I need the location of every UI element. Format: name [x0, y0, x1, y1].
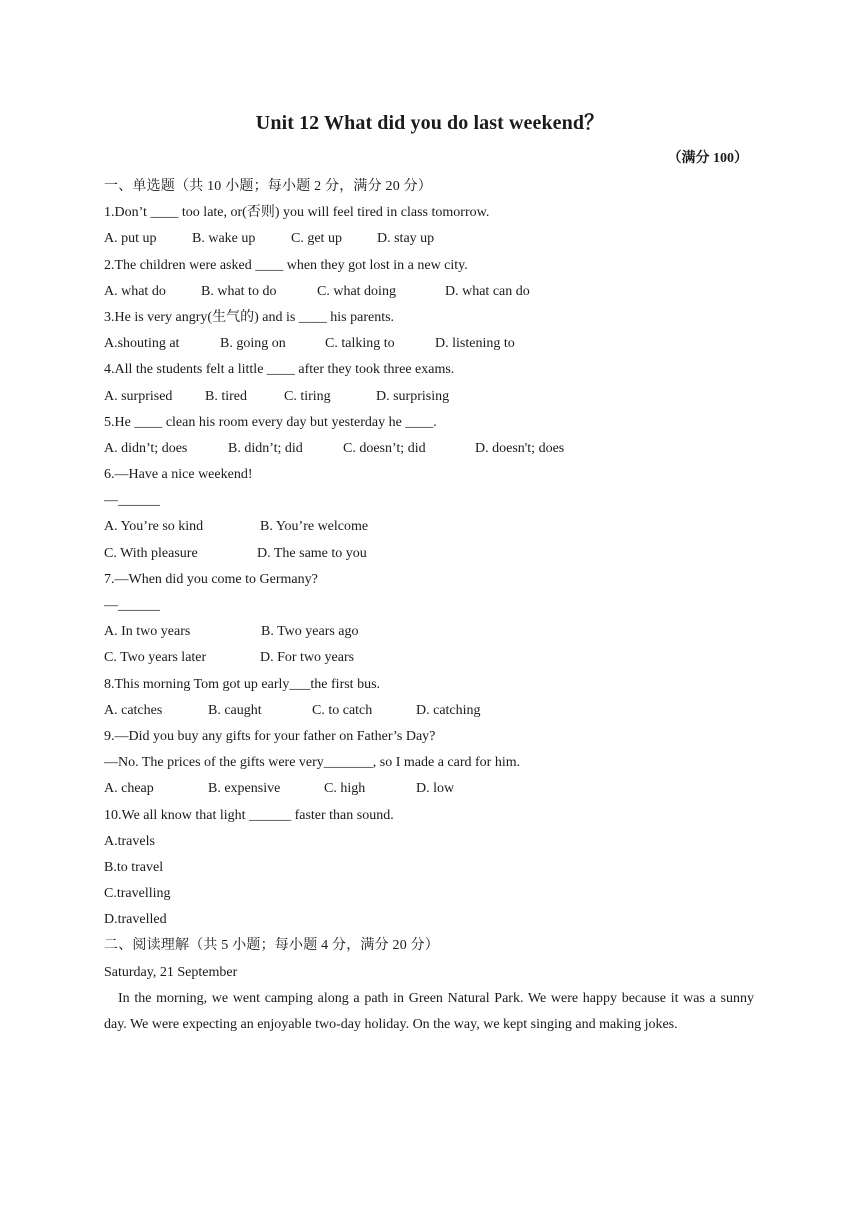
option-a: A. what do — [104, 283, 166, 299]
question-stem: 6.—Have a nice weekend! — [104, 467, 253, 483]
options-row — [104, 331, 754, 357]
option-d: D. stay up — [377, 231, 435, 247]
option-a: A. You’re so kind — [104, 519, 204, 535]
option-d: D. For two years — [260, 650, 355, 666]
option-d: D. what can do — [445, 283, 530, 299]
option-d: D. low — [416, 781, 455, 797]
option-a: A. surprised — [104, 388, 173, 404]
option-b: B. didn’t; did — [228, 440, 303, 456]
option-b: B. what to do — [201, 283, 277, 299]
section-heading-single-choice: 一、单选题（共 10 小题；每小题 2 分，满分 20 分） — [104, 179, 432, 194]
option-d: D. surprising — [376, 388, 450, 404]
option-d: D. catching — [416, 702, 481, 718]
option-a: A. put up — [104, 231, 157, 247]
option-c: C. doesn’t; did — [343, 440, 426, 456]
option-b: B.to travel — [104, 859, 164, 875]
option-b: B. going on — [220, 336, 286, 352]
question-stem: 4.All the students felt a little ____ after they took three exams. — [104, 362, 455, 378]
option-c: C. get up — [291, 231, 342, 247]
option-d: D. The same to you — [257, 545, 367, 561]
option-c: C. what doing — [317, 283, 396, 299]
option-a: A. didn’t; does — [104, 440, 188, 456]
option-c: C. With pleasure — [104, 545, 198, 561]
option-c: C.travelling — [104, 886, 171, 902]
question-stem: 1.Don’t ____ too late, or(否则) you will feel tired in class tomorrow. — [104, 205, 490, 221]
option-a: A.shouting at — [104, 336, 180, 352]
question-stem: 7.—When did you come to Germany? — [104, 571, 318, 587]
question-stem: 3.He is very angry(生气的) and is ____ his parents. — [104, 309, 395, 325]
options-row — [104, 541, 754, 567]
question-stem: 10.We all know that light ______ faster than sound. — [104, 807, 394, 823]
option-c: C. talking to — [325, 336, 395, 352]
full-score-label: （满分 100） — [667, 151, 748, 166]
options-row — [104, 619, 754, 645]
options-row — [104, 514, 754, 540]
options-row — [104, 645, 754, 671]
option-b: B. expensive — [208, 781, 281, 797]
options-row — [104, 384, 754, 410]
options-row — [104, 698, 754, 724]
option-a: A. cheap — [104, 781, 154, 797]
option-a: A.travels — [104, 833, 155, 849]
passage-paragraph: In the morning, we went camping along a path in Green Natural Park. We were happy because it was a sunny day. We were expecting an enjoyable two-day holiday. On the way, we kept singing and making jokes. — [104, 990, 754, 1033]
options-row — [104, 776, 754, 802]
options-row — [104, 279, 754, 305]
option-b: B. wake up — [192, 231, 256, 247]
option-a: A. In two years — [104, 624, 191, 640]
exam-content — [104, 174, 754, 1038]
answer-blank: —______ — [104, 493, 160, 509]
option-b: B. Two years ago — [261, 624, 359, 640]
question-stem: 2.The children were asked ____ when they got lost in a new city. — [104, 257, 468, 273]
option-c: C. tiring — [284, 388, 331, 404]
option-b: B. caught — [208, 702, 262, 718]
question-stem: 5.He ____ clean his room every day but yesterday he ____. — [104, 414, 437, 430]
option-b: B. tired — [205, 388, 247, 404]
option-c: C. to catch — [312, 702, 373, 718]
answer-blank: —______ — [104, 598, 160, 613]
section-heading-reading: 二、阅读理解（共 5 小题；每小题 4 分，满分 20 分） — [104, 938, 439, 954]
option-b: B. You’re welcome — [260, 519, 369, 535]
answer-line: —No. The prices of the gifts were very_______, so I made a card for him. — [104, 755, 521, 771]
option-d: D.travelled — [104, 912, 167, 928]
options-row — [104, 436, 754, 462]
option-c: C. Two years later — [104, 650, 207, 666]
option-a: A. catches — [104, 702, 163, 718]
option-c: C. high — [324, 781, 366, 797]
page-title: Unit 12 What did you do last weekend？ — [255, 112, 605, 134]
question-stem: 8.This morning Tom got up early___the first bus. — [104, 676, 381, 692]
option-d: D. listening to — [435, 336, 515, 352]
option-d: D. doesn't; does — [475, 440, 565, 456]
options-row — [104, 226, 754, 252]
passage-date: Saturday, 21 September — [104, 964, 238, 980]
question-stem: 9.—Did you buy any gifts for your father on Father’s Day? — [104, 728, 436, 744]
